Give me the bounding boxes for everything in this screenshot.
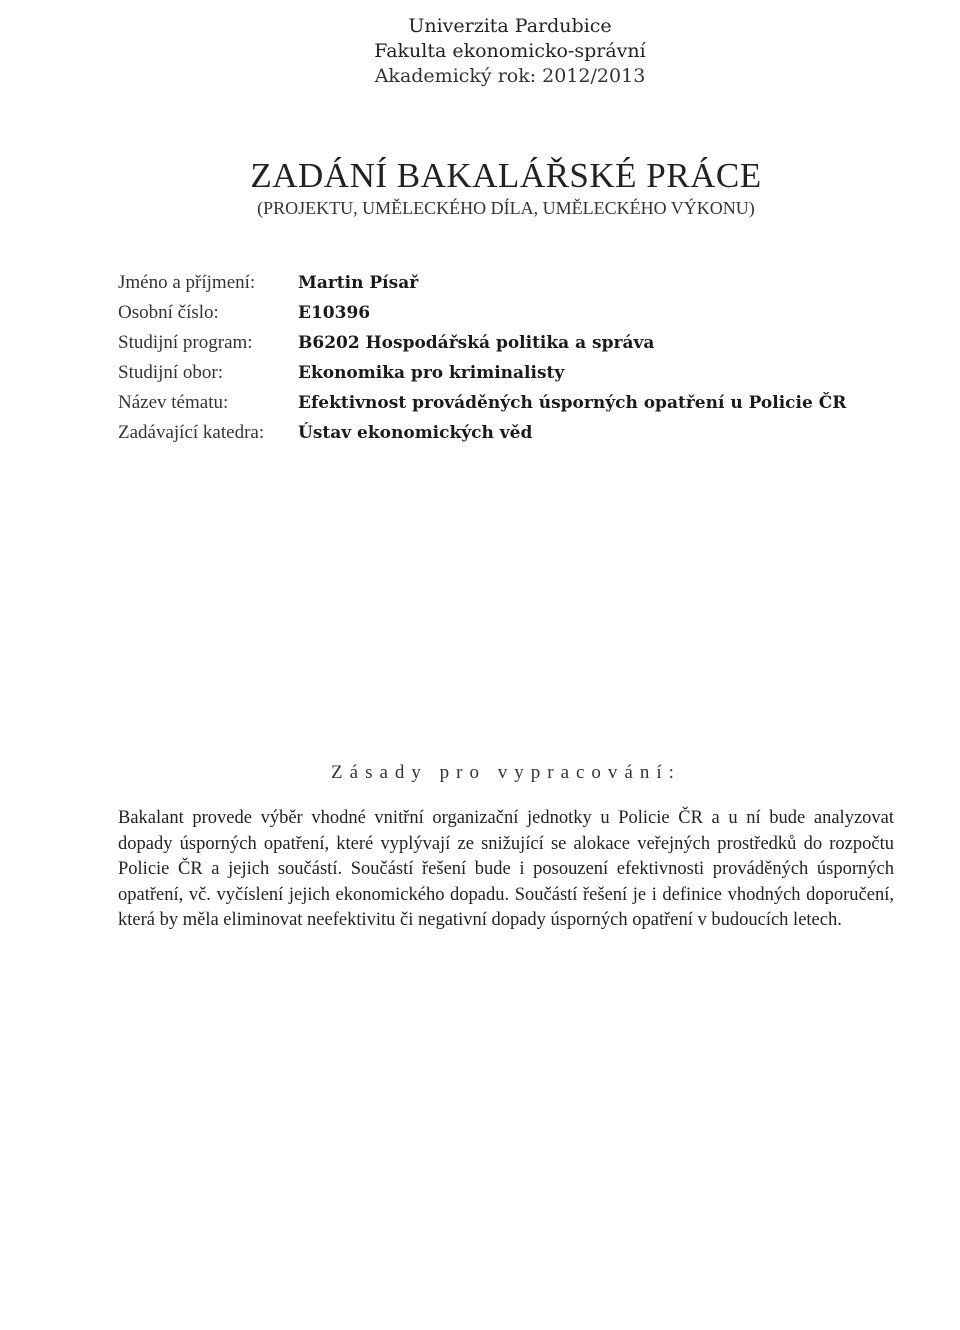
info-value: Efektivnost prováděných úsporných opatření u Policie ČR (298, 393, 847, 413)
info-label: Studijní program: (118, 332, 253, 353)
info-row-personal-number (118, 302, 878, 332)
info-row-name (118, 272, 878, 302)
university-name: Univerzita Pardubice (408, 15, 612, 37)
academic-year: Akademický rok: 2012/2013 (374, 65, 646, 87)
info-label: Osobní číslo: (118, 302, 219, 323)
info-value: E10396 (298, 303, 371, 323)
info-value: B6202 Hospodářská politika a správa (298, 333, 655, 353)
document-subtitle: (PROJEKTU, UMĚLECKÉHO DÍLA, UMĚLECKÉHO VÝKONU) (257, 198, 755, 218)
info-label: Jméno a příjmení: (118, 272, 256, 293)
document-header (0, 14, 960, 89)
info-row-study-program (118, 332, 878, 362)
guidelines-paragraph: Bakalant provede výběr vhodné vnitřní organizační jednotky u Policie ČR a u ní bude analyzovat dopady úsporných opatření, které vyplývají ze snižující se alokace veřejných prostředků do rozpočtu Policie ČR a jejich součástí. Součástí řešení bude i posouzení efektivnosti prováděných úsporných opatření, vč. vyčíslení jejich ekonomického dopadu. Součástí řešení je i definice vhodných doporučení, která by měla eliminovat neefektivitu či negativní dopady úsporných opatření v budoucích letech. (118, 808, 894, 930)
info-value: Martin Písař (298, 273, 419, 293)
info-label: Studijní obor: (118, 362, 224, 383)
guidelines-heading: Zásady pro vypracování: (331, 762, 681, 783)
info-row-department (118, 422, 878, 452)
document-title: ZADÁNÍ BAKALÁŘSKÉ PRÁCE (250, 156, 762, 195)
faculty-name: Fakulta ekonomicko-správní (374, 40, 646, 62)
student-info-table (118, 272, 878, 452)
info-row-topic (118, 392, 878, 422)
info-row-study-field (118, 362, 878, 392)
info-label: Zadávající katedra: (118, 422, 265, 443)
info-label: Název tématu: (118, 392, 229, 413)
info-value: Ústav ekonomických věd (298, 423, 533, 443)
info-value: Ekonomika pro kriminalisty (298, 363, 565, 383)
